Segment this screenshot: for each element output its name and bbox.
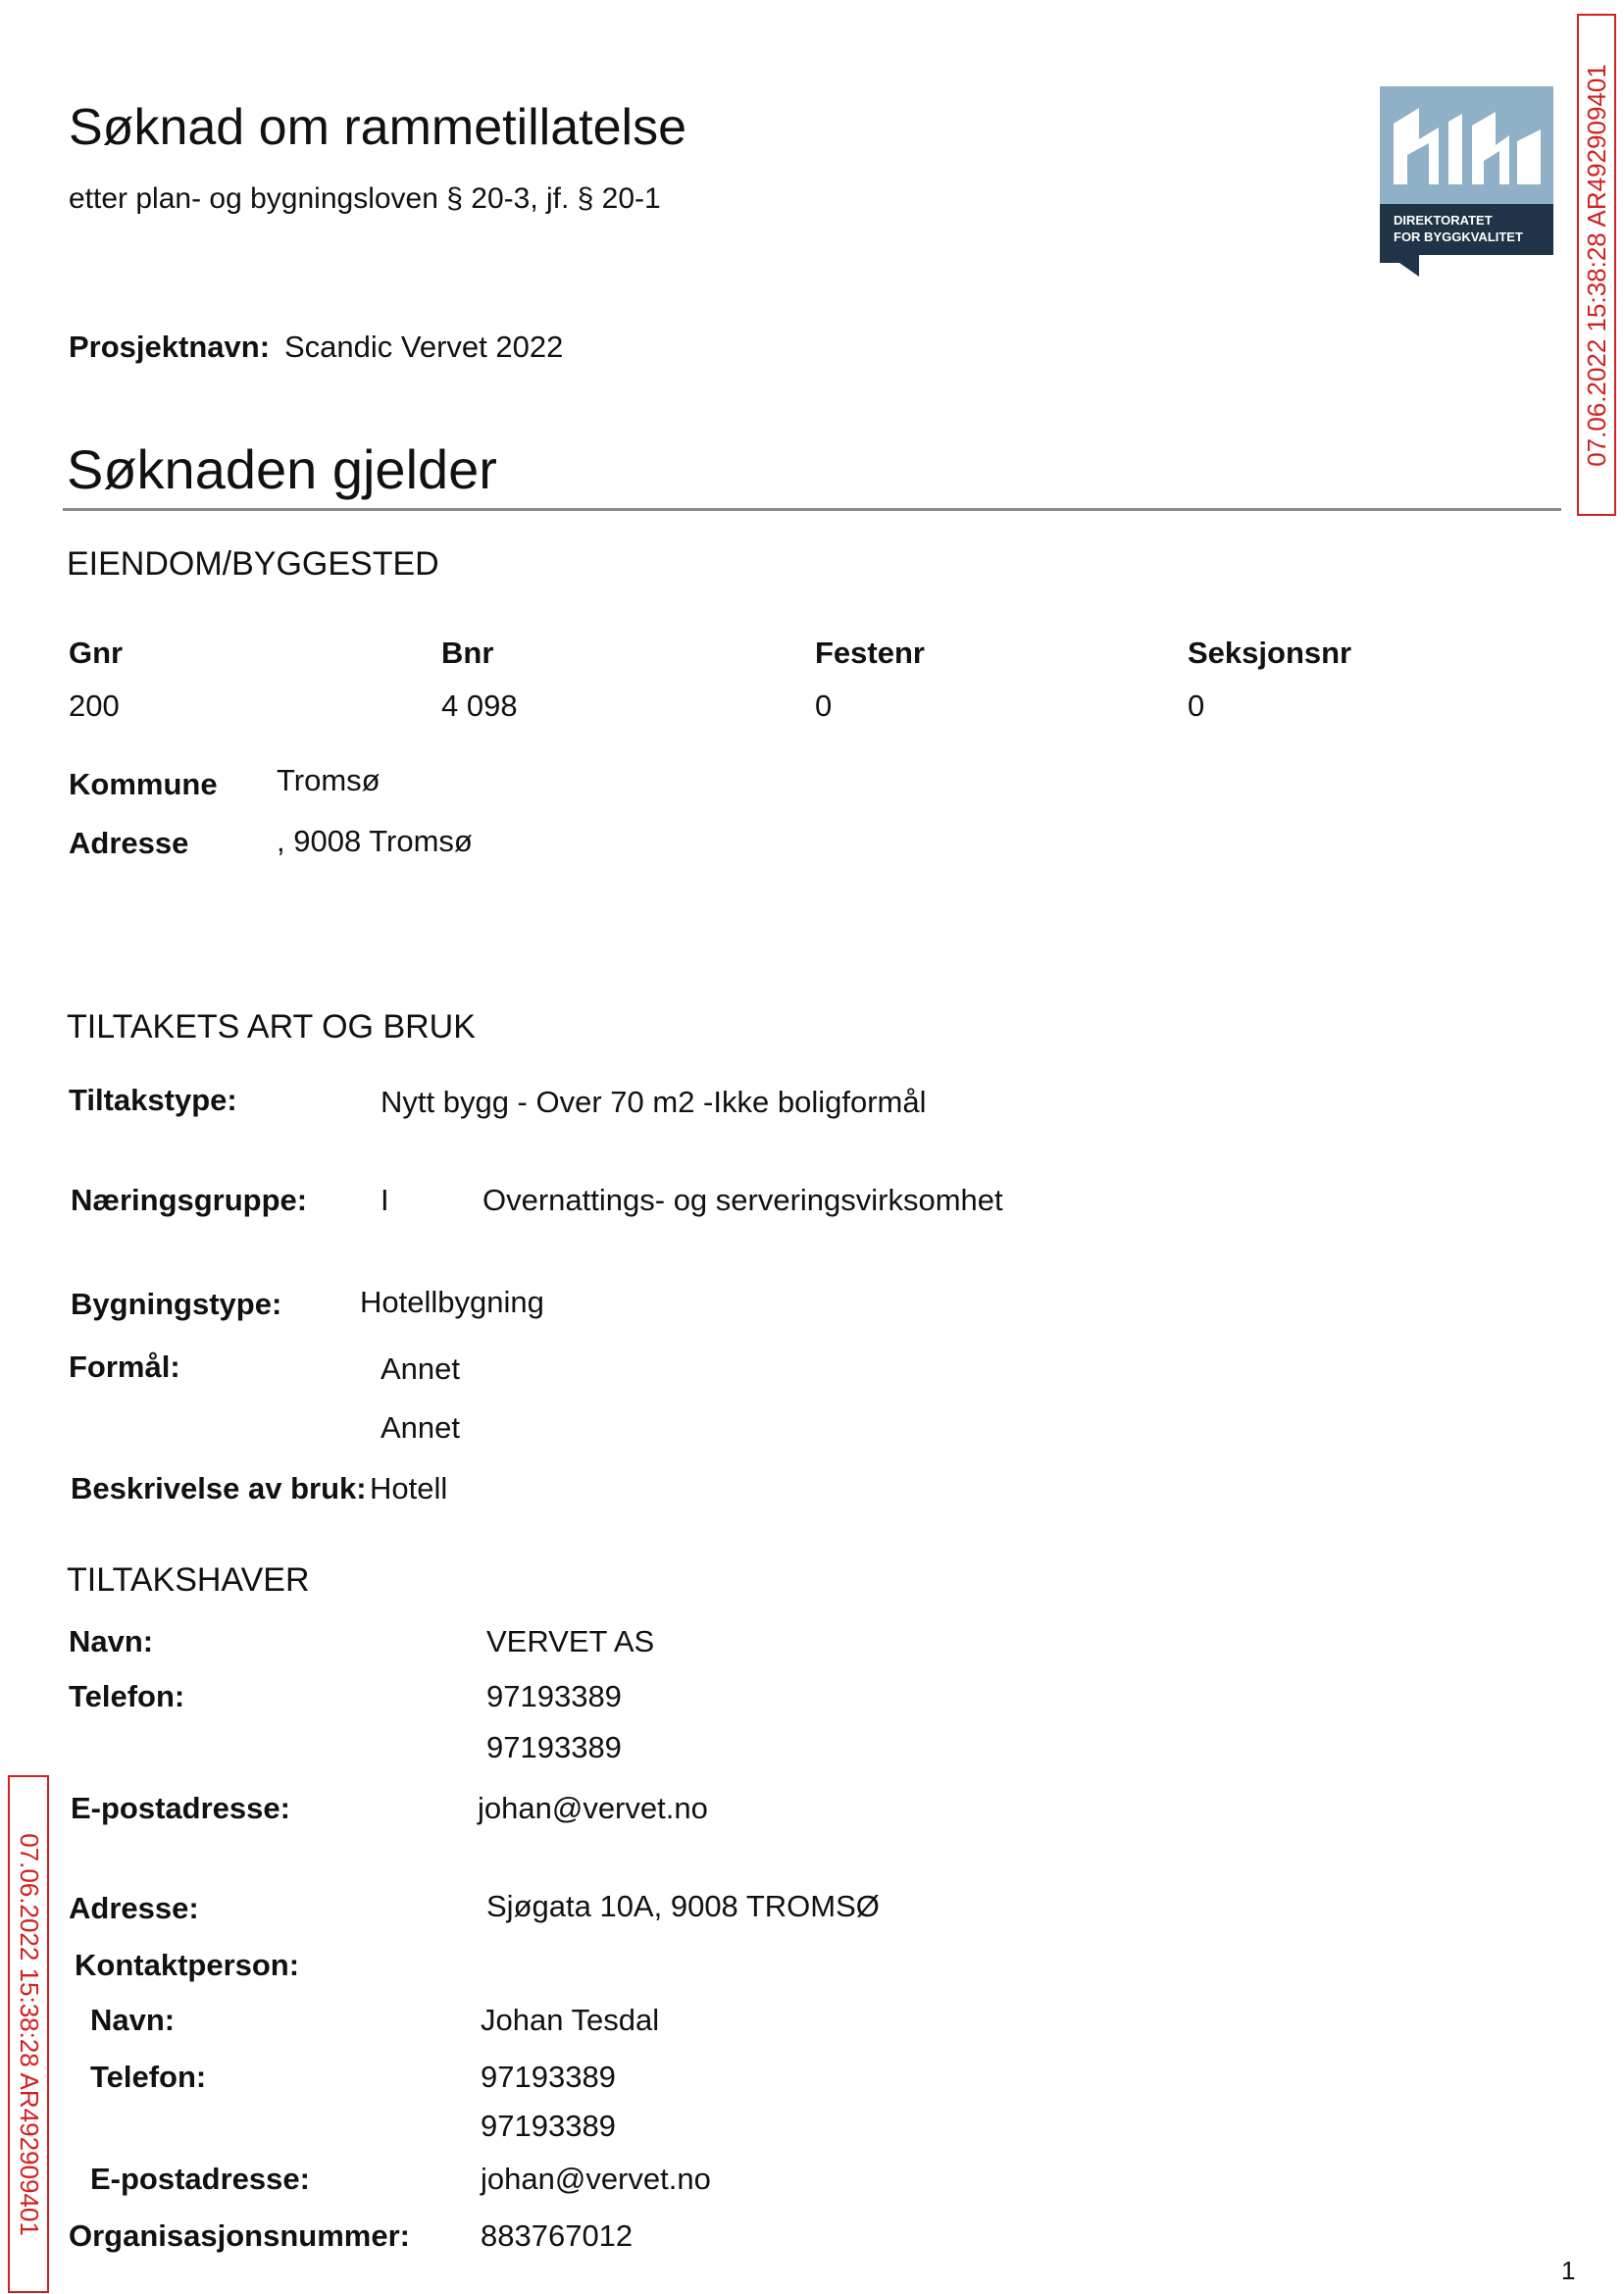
kommune-label: Kommune: [69, 767, 218, 801]
kontakt-navn-value: Johan Tesdal: [481, 2003, 660, 2037]
archive-stamp-left: [8, 1775, 49, 2293]
formal-label: Formål:: [69, 1350, 180, 1384]
document-subtitle: etter plan- og bygningsloven § 20-3, jf. § 20-1: [69, 182, 661, 215]
bnr-label: Bnr: [441, 636, 494, 670]
dibk-logo: [1380, 86, 1553, 277]
tiltakshaver-telefon-value-2: 97193389: [486, 1730, 622, 1764]
adresse-value: , 9008 Tromsø: [277, 824, 473, 858]
logo-text-1: DIREKTORATET: [1394, 213, 1493, 228]
gnr-value: 200: [69, 688, 120, 723]
section-divider: [63, 508, 1561, 511]
orgnr-label: Organisasjonsnummer:: [69, 2218, 410, 2253]
naeringsgruppe-value: Overnattings- og serveringsvirksomhet: [482, 1183, 1003, 1217]
tiltakshaver-navn-value: VERVET AS: [486, 1624, 655, 1658]
bnr-value: 4 098: [441, 688, 518, 723]
beskrivelse-value: Hotell: [370, 1471, 448, 1505]
tiltakshaver-telefon-label: Telefon:: [69, 1679, 185, 1713]
seksjonsnr-value: 0: [1188, 688, 1205, 723]
kommune-value: Tromsø: [277, 763, 381, 797]
property-heading: EIENDOM/BYGGESTED: [67, 545, 439, 583]
document-title: Søknad om rammetillatelse: [69, 99, 686, 156]
formal-value-2: Annet: [381, 1410, 461, 1445]
section-title: Søknaden gjelder: [67, 438, 497, 500]
tiltakshaver-heading: TILTAKSHAVER: [67, 1561, 310, 1599]
bygningstype-label: Bygningstype:: [71, 1287, 282, 1321]
logo-text-2: FOR BYGGKVALITET: [1394, 229, 1523, 244]
tiltakshaver-adresse-value: Sjøgata 10A, 9008 TROMSØ: [486, 1889, 880, 1923]
tiltakstype-label: Tiltakstype:: [69, 1083, 237, 1117]
stamp-text: 07.06.2022 15:38:28 AR492909401: [14, 1832, 44, 2236]
kontakt-epost-value: johan@vervet.no: [481, 2162, 711, 2196]
naeringsgruppe-label: Næringsgruppe:: [71, 1183, 308, 1217]
tiltakshaver-navn-label: Navn:: [69, 1624, 154, 1658]
tiltak-heading: TILTAKETS ART OG BRUK: [67, 1008, 476, 1045]
kontaktperson-label: Kontaktperson:: [75, 1948, 300, 1982]
gnr-label: Gnr: [69, 636, 124, 670]
page-number: 1: [1561, 2256, 1576, 2285]
kontakt-telefon-label: Telefon:: [90, 2060, 207, 2094]
stamp-text: 07.06.2022 15:38:28 AR492909401: [1581, 63, 1611, 467]
beskrivelse-label: Beskrivelse av bruk:: [71, 1471, 367, 1505]
project-name-value: Scandic Vervet 2022: [284, 330, 564, 364]
naeringsgruppe-code: I: [381, 1183, 389, 1217]
tiltakshaver-epost-label: E-postadresse:: [71, 1791, 290, 1825]
tiltakshaver-telefon-value-1: 97193389: [486, 1679, 622, 1713]
tiltakshaver-epost-value: johan@vervet.no: [478, 1791, 708, 1825]
festenr-label: Festenr: [815, 636, 925, 670]
kontakt-navn-label: Navn:: [90, 2003, 176, 2037]
bygningstype-value: Hotellbygning: [360, 1285, 544, 1319]
tiltakshaver-adresse-label: Adresse:: [69, 1891, 199, 1925]
orgnr-value: 883767012: [481, 2218, 634, 2253]
adresse-label: Adresse: [69, 826, 189, 860]
project-name-label: Prosjektnavn:: [69, 330, 271, 364]
festenr-value: 0: [815, 688, 833, 723]
kontakt-epost-label: E-postadresse:: [90, 2162, 310, 2196]
formal-value-1: Annet: [381, 1351, 461, 1386]
tiltakstype-value: Nytt bygg - Over 70 m2 -Ikke boligformål: [381, 1085, 927, 1119]
kontakt-telefon-value-1: 97193389: [481, 2060, 616, 2094]
kontakt-telefon-value-2: 97193389: [481, 2109, 616, 2143]
seksjonsnr-label: Seksjonsnr: [1188, 636, 1352, 670]
archive-stamp-right: [1577, 14, 1616, 516]
